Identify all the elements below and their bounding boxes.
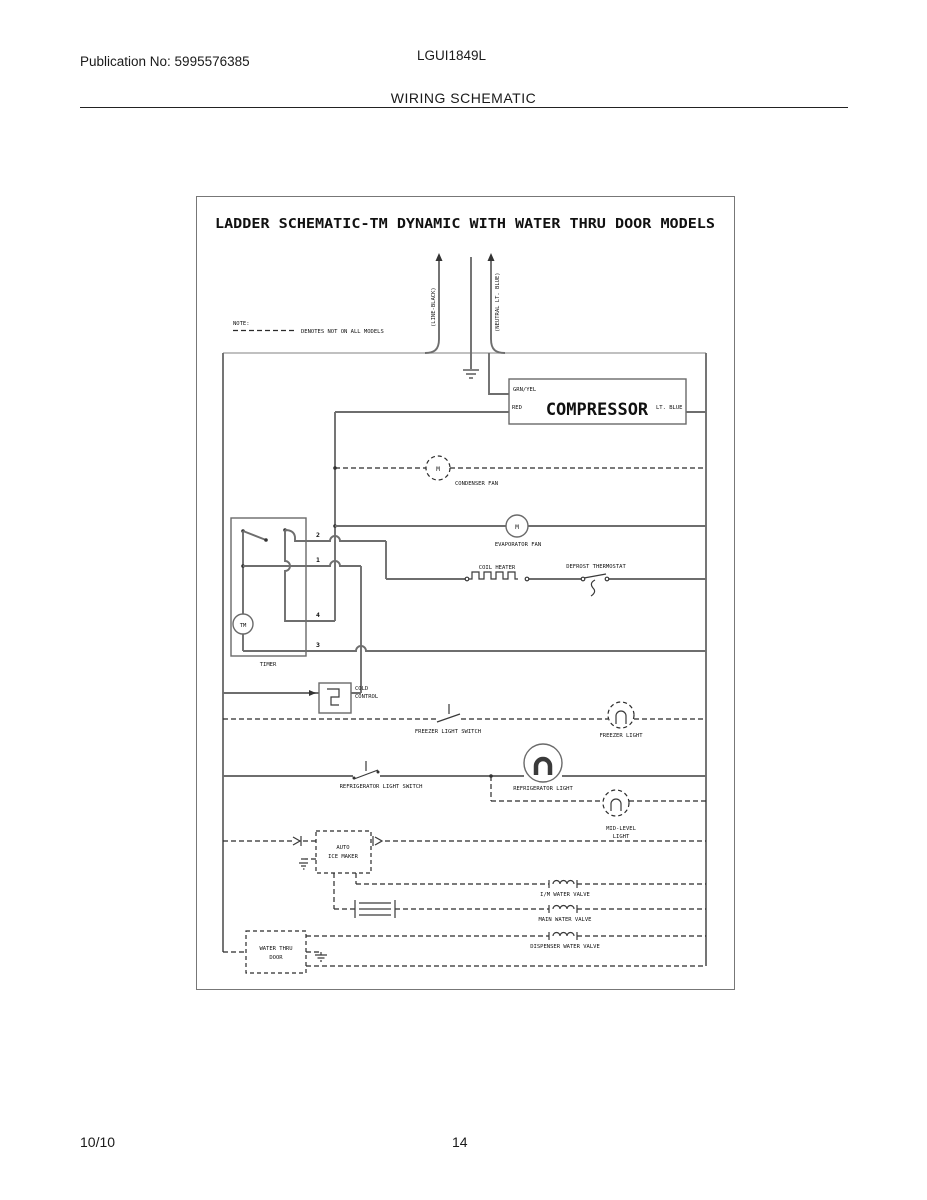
footer-page-number: 14 xyxy=(452,1134,468,1150)
freezer-light-symbol xyxy=(608,702,634,728)
refrigerator-light-filament xyxy=(536,759,550,775)
red-label: RED xyxy=(512,405,522,411)
timer-motor-label: TM xyxy=(239,623,247,629)
footer-date: 10/10 xyxy=(80,1134,116,1150)
freezer-light-filament xyxy=(616,711,626,724)
freezer-light-label: FREEZER LIGHT xyxy=(599,733,643,739)
timer-section xyxy=(231,518,706,668)
thermostat-terminal xyxy=(605,577,609,581)
thermostat-hook xyxy=(591,580,595,596)
defrost-heater-section xyxy=(386,541,706,596)
timer-t4-internal xyxy=(285,530,335,621)
timer-blade xyxy=(243,531,266,540)
terminal-3-wire xyxy=(243,646,706,651)
water-thru-door-box xyxy=(246,931,306,973)
harness-connector-symbol xyxy=(355,900,395,918)
cold-control-arrow-icon xyxy=(309,690,316,696)
terminal-4-label: 4 xyxy=(316,611,320,619)
ice-maker-label-1: AUTO xyxy=(336,845,350,851)
refrigerator-light-symbol xyxy=(524,744,562,782)
freezer-light-switch-symbol xyxy=(437,704,460,722)
neutral-label: (NEUTRAL LT. BLUE) xyxy=(495,272,501,332)
midlevel-light-bulb xyxy=(603,790,629,816)
timer-label: TIMER xyxy=(259,662,277,668)
condenser-fan-label: CONDENSER FAN xyxy=(455,481,499,487)
refrigerator-light-bulb xyxy=(524,744,562,782)
ground-bars xyxy=(315,952,327,961)
schematic-frame xyxy=(196,196,735,990)
im-water-valve-symbol xyxy=(549,880,577,888)
switch-contact xyxy=(377,771,380,774)
midlevel-light-label-1: MID-LEVEL xyxy=(606,826,636,832)
freezer-light-bulb xyxy=(608,702,634,728)
model-number: LGUI1849L xyxy=(417,48,487,63)
evaporator-fan-section xyxy=(335,515,706,548)
evaporator-fan-label: EVAPORATOR FAN xyxy=(494,542,542,548)
coil-heater-label: COIL HEATER xyxy=(478,565,516,571)
ground-symbol xyxy=(463,257,479,378)
refrigerator-light-switch-label: REFRIGERATOR LIGHT SWITCH xyxy=(339,784,423,790)
valve-coil xyxy=(553,906,574,910)
dispenser-water-valve-symbol xyxy=(549,932,577,940)
water-thru-door-label-1: WATER THRU xyxy=(259,946,293,952)
grn-yel-wire xyxy=(489,353,509,394)
line-arrow-icon xyxy=(436,253,443,261)
power-cord xyxy=(223,253,706,353)
wtd-ground-symbol xyxy=(306,952,327,961)
connector-chevron-icon xyxy=(373,836,382,846)
compressor-section xyxy=(335,353,706,424)
refrigerator-light-switch-symbol xyxy=(353,761,380,780)
cold-control-contact xyxy=(327,689,339,705)
midlevel-light-label-2: LIGHT xyxy=(612,834,630,840)
condenser-fan-section xyxy=(335,456,706,487)
lt-blue-label: LT. BLUE xyxy=(656,405,683,411)
switch-blade xyxy=(354,770,378,779)
water-thru-door-section xyxy=(223,931,706,973)
connector-chevron-icon xyxy=(293,836,301,846)
neutral-arrow-icon xyxy=(488,253,495,261)
refrigerator-light-section xyxy=(223,744,706,792)
schematic-note xyxy=(233,321,384,335)
cold-control-label-2: CONTROL xyxy=(355,694,379,700)
terminal-1-wire xyxy=(243,561,361,566)
dispenser-water-valve-label: DISPENSER WATER VALVE xyxy=(530,944,600,950)
timer-internal-wire xyxy=(285,530,306,541)
midlevel-light-symbol xyxy=(603,790,629,816)
line-label: (LINE-BLACK) xyxy=(431,287,437,327)
defrost-thermostat-label: DEFROST THERMOSTAT xyxy=(566,564,626,570)
valve-coil xyxy=(553,933,574,936)
cold-control-box xyxy=(319,683,351,713)
ice-maker-box xyxy=(316,831,371,873)
cold-control-label-1: COLD xyxy=(355,686,369,692)
ice-maker-label-2: ICE MAKER xyxy=(328,854,358,860)
condenser-fan-motor-letter: M xyxy=(436,466,440,473)
midlevel-light-filament xyxy=(611,799,621,811)
heater-element xyxy=(469,572,518,579)
terminal-3-label: 3 xyxy=(316,641,320,649)
evaporator-fan-motor-letter: M xyxy=(515,524,519,531)
refrigerator-light-label: REFRIGERATOR LIGHT xyxy=(513,786,573,792)
ice-maker-ground-symbol xyxy=(299,859,316,869)
ground-bars xyxy=(463,370,479,378)
water-valves-section xyxy=(306,873,706,950)
note-text: DENOTES NOT ON ALL MODELS xyxy=(301,329,384,335)
note-prefix: NOTE: xyxy=(233,321,250,327)
switch-blade xyxy=(437,714,460,722)
thermostat-blade xyxy=(584,574,606,578)
grn-yel-label: GRN/YEL xyxy=(513,387,537,393)
header-rule xyxy=(80,107,848,108)
ground-bars xyxy=(299,859,308,869)
heater-terminal xyxy=(525,577,529,581)
publication-number: Publication No: 5995576385 xyxy=(80,54,250,69)
terminal-1-label: 1 xyxy=(316,556,320,564)
im-water-valve-label: I/M WATER VALVE xyxy=(540,892,590,898)
main-water-valve-label: MAIN WATER VALVE xyxy=(538,917,592,923)
ladder-schematic-svg xyxy=(197,197,734,989)
main-water-valve-symbol xyxy=(549,905,577,913)
freezer-light-switch-label: FREEZER LIGHT SWITCH xyxy=(414,729,482,735)
schematic-title: LADDER SCHEMATIC-TM DYNAMIC WITH WATER THRU DOOR MODELS xyxy=(215,216,715,232)
valve-coil xyxy=(553,881,574,885)
water-thru-door-label-2: DOOR xyxy=(269,955,283,961)
page-title: WIRING SCHEMATIC xyxy=(390,90,537,106)
terminal-2-label: 2 xyxy=(316,531,320,539)
defrost-thermostat-symbol xyxy=(581,574,609,596)
timer-contact xyxy=(264,538,268,542)
coil-heater-symbol xyxy=(465,572,529,581)
heater-terminal xyxy=(465,577,469,581)
compressor-label: COMPRESSOR xyxy=(545,400,649,420)
switch-contact xyxy=(353,777,356,780)
freezer-light-section xyxy=(223,702,706,739)
cold-control-section xyxy=(223,566,379,713)
connector-lines xyxy=(359,903,391,915)
ice-maker-section xyxy=(223,831,706,873)
